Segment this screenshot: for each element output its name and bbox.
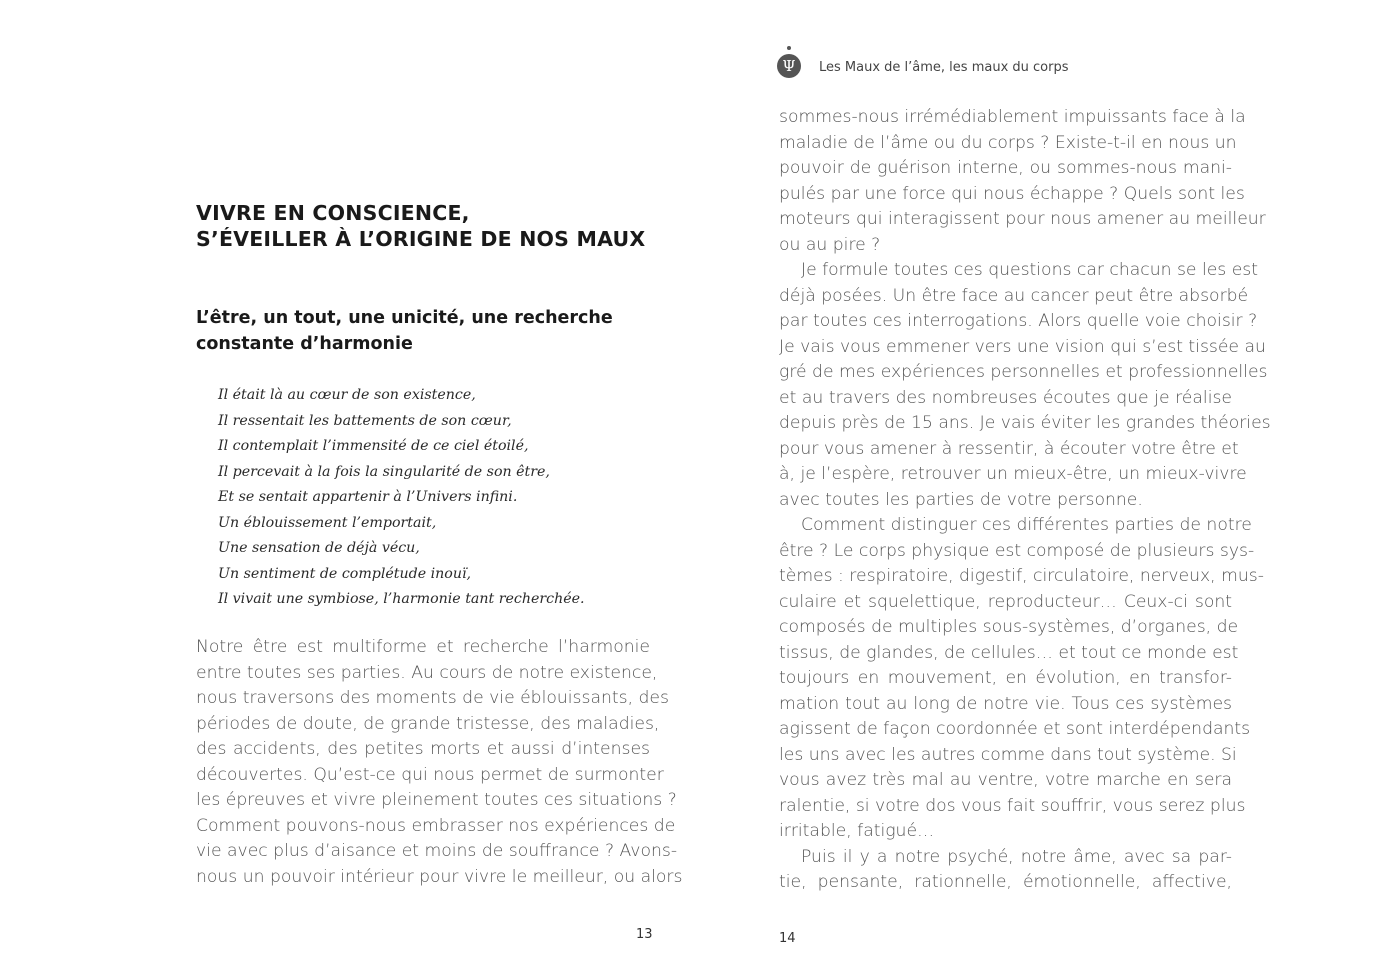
right-body-text	[779, 105, 1271, 896]
text-line: des accidents, des petites morts et aussi d’intenses	[196, 739, 650, 759]
chapter-title-line: S’ÉVEILLER À L’ORIGINE DE NOS MAUX	[196, 227, 646, 251]
text-line: gré de mes expériences personnelles et professionnelles	[779, 362, 1268, 382]
left-body-text	[196, 635, 683, 890]
text-line: à, je l’espère, retrouver un mieux-être, un mieux-vivre	[779, 464, 1247, 484]
text-line: les épreuves et vivre pleinement toutes ces situations ?	[196, 790, 677, 810]
text-line: nous traversons des moments de vie éblouissants, des	[196, 688, 669, 708]
text-line: déjà posées. Un être face au cancer peut être absorbé	[779, 285, 1249, 306]
text-line: pulés par une force qui nous échappe ? Quels sont les	[779, 183, 1245, 204]
text-line: Je formule toutes ces questions car chacun se les est	[801, 260, 1258, 280]
text-line: culaire et squelettique, reproducteur… Ceux-ci sont	[779, 591, 1232, 612]
text-line: pouvoir de guérison interne, ou sommes-nous mani-	[779, 158, 1232, 178]
text-line: Comment pouvons-nous embrasser nos expériences de	[196, 815, 676, 836]
text-line: Je vais vous emmener vers une vision qui s’est tissée au	[779, 336, 1266, 357]
text-line: composés de multiples sous-systèmes, d’organes, de	[779, 617, 1239, 637]
text-line: moteurs qui interagissent pour nous amener au meilleur	[779, 209, 1266, 229]
text-line: être ? Le corps physique est composé de plusieurs sys-	[779, 540, 1255, 561]
text-line: toujours en mouvement, en évolution, en transfor-	[779, 668, 1232, 688]
text-line: vie avec plus d’aisance et moins de souffrance ? Avons-	[196, 841, 678, 861]
text-line: tie, pensante, rationnelle, émotionnelle, affective,	[779, 872, 1232, 892]
poem-line: Un sentiment de complétude inouï,	[218, 565, 472, 582]
running-header	[777, 46, 1069, 80]
page-number: 13	[636, 927, 653, 942]
text-line: les uns avec les autres comme dans tout système. Si	[779, 744, 1237, 765]
text-line: nous un pouvoir intérieur pour vivre le meilleur, ou alors	[196, 866, 683, 887]
chapter-title-line: VIVRE EN CONSCIENCE,	[196, 201, 470, 225]
poem-line: Un éblouissement l’emportait,	[218, 514, 437, 531]
chapter-title	[196, 200, 666, 252]
text-line: agissent de façon coordonnée et sont interdépendants	[779, 719, 1251, 739]
logo-dot	[787, 46, 791, 50]
text-line: Puis il y a notre psyché, notre âme, avec sa par-	[801, 846, 1232, 867]
epigraph-poem	[218, 383, 638, 613]
poem-line: Il ressentait les battements de son cœur,	[218, 412, 512, 429]
poem-line: Il contemplait l’immensité de ce ciel étoilé,	[218, 438, 529, 454]
poem-line: Il percevait à la fois la singularité de son être,	[218, 463, 550, 480]
poem-line: Il vivait une symbiose, l’harmonie tant recherchée.	[218, 591, 585, 607]
text-line: pour vous amener à ressentir, à écouter votre être et	[779, 438, 1239, 459]
right-page	[700, 0, 1400, 980]
text-line: entre toutes ses parties. Au cours de notre existence,	[196, 662, 658, 683]
poem-line: Une sensation de déjà vécu,	[218, 540, 420, 556]
text-line: Comment distinguer ces différentes parties de notre	[801, 515, 1252, 535]
text-line: tèmes : respiratoire, digestif, circulatoire, nerveux, mus-	[779, 566, 1264, 586]
text-line: périodes de doute, de grande tristesse, des maladies,	[196, 713, 660, 734]
logo-circle: Ψ	[777, 54, 801, 78]
running-title: Les Maux de l’âme, les maux du corps	[819, 59, 1069, 75]
poem-line: Et se sentait appartenir à l’Univers infini.	[218, 489, 518, 505]
text-line: vous avez très mal au ventre, votre marche en sera	[779, 770, 1232, 790]
text-line: avec toutes les parties de votre personne.	[779, 489, 1143, 510]
text-line: ralentie, si votre dos vous fait souffrir, vous serez plus	[779, 795, 1246, 816]
poem-line: Il était là au cœur de son existence,	[218, 387, 476, 403]
text-line: Notre être est multiforme et recherche l’harmonie	[196, 637, 650, 657]
text-line: mation tout au long de notre vie. Tous ces systèmes	[779, 693, 1232, 714]
psi-logo-icon	[777, 46, 801, 80]
text-line: tissus, de glandes, de cellules… et tout ce monde est	[779, 642, 1239, 663]
text-line: découvertes. Qu’est-ce qui nous permet de surmonter	[196, 764, 664, 785]
text-line: et au travers des nombreuses écoutes que je réalise	[779, 387, 1232, 408]
text-line: maladie de l’âme ou du corps ? Existe-t-il en nous un	[779, 132, 1237, 153]
text-line: par toutes ces interrogations. Alors quelle voie choisir ?	[779, 311, 1258, 331]
section-title	[196, 305, 656, 357]
section-title-line: L’être, un tout, une unicité, une recherche	[196, 308, 613, 328]
text-line: depuis près de 15 ans. Je vais éviter les grandes théories	[779, 413, 1271, 433]
text-line: irritable, fatigué…	[779, 821, 935, 841]
section-title-line: constante d’harmonie	[196, 334, 413, 354]
page-number: 14	[779, 931, 796, 946]
text-line: ou au pire ?	[779, 234, 881, 255]
text-line: sommes-nous irrémédiablement impuissants face à la	[779, 107, 1246, 127]
